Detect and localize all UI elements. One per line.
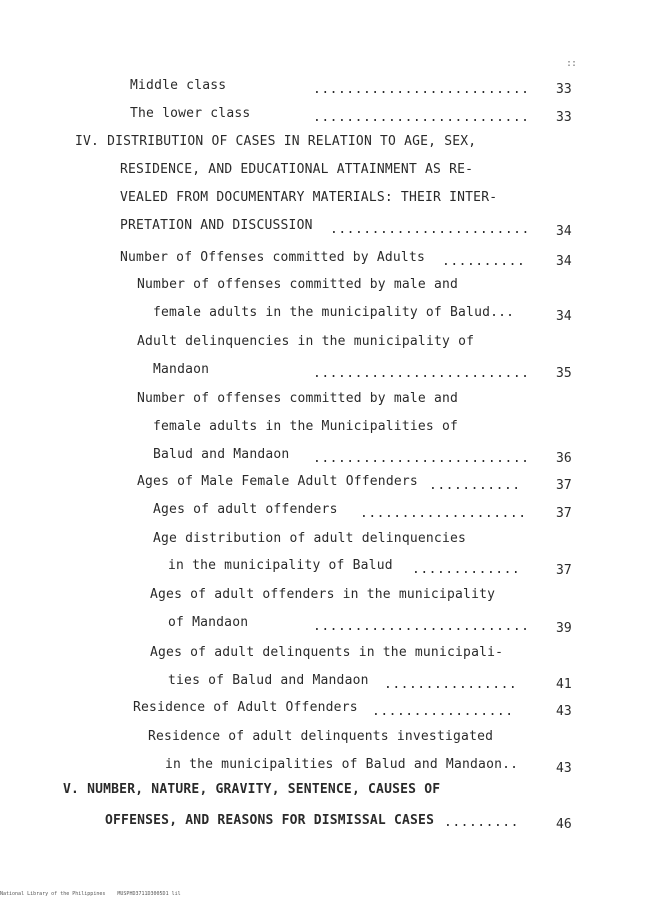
toc-entry-text: Middle class — [130, 78, 227, 93]
toc-entry-dots: ................. — [372, 704, 514, 719]
toc-entry-text: female adults in the Municipalities of — [153, 419, 459, 434]
toc-entry-page: 37 — [556, 563, 572, 578]
toc-entry-page: 34 — [556, 224, 572, 239]
toc-entry-dots: .......... — [442, 254, 526, 269]
library-footer: National Library of the Philippines MUSPHD3711D3005D1 lil — [0, 891, 181, 897]
toc-entry-text: Residence of adult delinquents investigated — [148, 729, 494, 744]
toc-entry-page: 46 — [556, 817, 572, 832]
toc-entry-page: 34 — [556, 254, 572, 269]
toc-entry-page: 36 — [556, 451, 572, 466]
toc-entry-dots: ............. — [412, 562, 521, 577]
toc-entry-text: Number of offenses committed by male and — [137, 391, 459, 406]
toc-entry-dots: .......................... — [313, 451, 530, 466]
toc-entry-text: Ages of adult offenders in the municipality — [150, 587, 496, 602]
toc-entry-text: in the municipality of Balud — [168, 558, 393, 573]
toc-entry-dots: .......................... — [313, 110, 530, 125]
toc-entry-page: 43 — [556, 761, 572, 776]
toc-entry-page: 37 — [556, 506, 572, 521]
toc-entry-page: 39 — [556, 621, 572, 636]
toc-entry-text: Adult delinquencies in the municipality of — [137, 334, 475, 349]
corner-mark: :: — [566, 58, 577, 69]
toc-entry-page: 34 — [556, 309, 572, 324]
chapter-heading: RESIDENCE, AND EDUCATIONAL ATTAINMENT AS RE- — [120, 162, 474, 177]
toc-entry-dots: .......................... — [313, 619, 530, 634]
toc-entry-page: 35 — [556, 366, 572, 381]
chapter-heading: V. NUMBER, NATURE, GRAVITY, SENTENCE, CAUSES OF — [63, 782, 441, 797]
toc-entry-text: Ages of Male Female Adult Offenders — [137, 474, 418, 489]
chapter-heading: PRETATION AND DISCUSSION — [120, 218, 313, 233]
toc-entry-text: Ages of adult offenders — [153, 502, 338, 517]
toc-entry-text: Mandaon — [153, 362, 210, 377]
toc-entry-text: of Mandaon — [168, 615, 249, 630]
toc-entry-text: Number of Offenses committed by Adults — [120, 250, 426, 265]
toc-entry-dots: .................... — [360, 506, 527, 521]
toc-entry-text: Residence of Adult Offenders — [133, 700, 358, 715]
toc-entry-page: 41 — [556, 677, 572, 692]
toc-entry-page: 33 — [556, 82, 572, 97]
chapter-heading: OFFENSES, AND REASONS FOR DISMISSAL CASES — [105, 813, 435, 828]
toc-entry-page: 37 — [556, 478, 572, 493]
chapter-heading: IV. DISTRIBUTION OF CASES IN RELATION TO AGE, SEX, — [75, 134, 477, 149]
toc-entry-page: 43 — [556, 704, 572, 719]
toc-entry-text: Number of offenses committed by male and — [137, 277, 459, 292]
toc-entry-text: The lower class — [130, 106, 251, 121]
toc-entry-dots: ......... — [444, 815, 519, 830]
chapter-heading: VEALED FROM DOCUMENTARY MATERIALS: THEIR INTER- — [120, 190, 498, 205]
toc-entry-text: ties of Balud and Mandaon — [168, 673, 369, 688]
toc-entry-text: in the municipalities of Balud and Mandaon.. — [165, 757, 519, 772]
toc-entry-text: Balud and Mandaon — [153, 447, 290, 462]
toc-entry-dots: .......................... — [313, 82, 530, 97]
toc-entry-text: Age distribution of adult delinquencies — [153, 531, 467, 546]
toc-entry-dots: ........... — [429, 478, 521, 493]
toc-entry-dots: ........................ — [330, 222, 530, 237]
toc-entry-text: Ages of adult delinquents in the municipali- — [150, 645, 504, 660]
toc-entry-page: 33 — [556, 110, 572, 125]
toc-entry-text: female adults in the municipality of Balud... — [153, 305, 515, 320]
toc-entry-dots: ................ — [384, 677, 518, 692]
toc-entry-dots: .......................... — [313, 366, 530, 381]
